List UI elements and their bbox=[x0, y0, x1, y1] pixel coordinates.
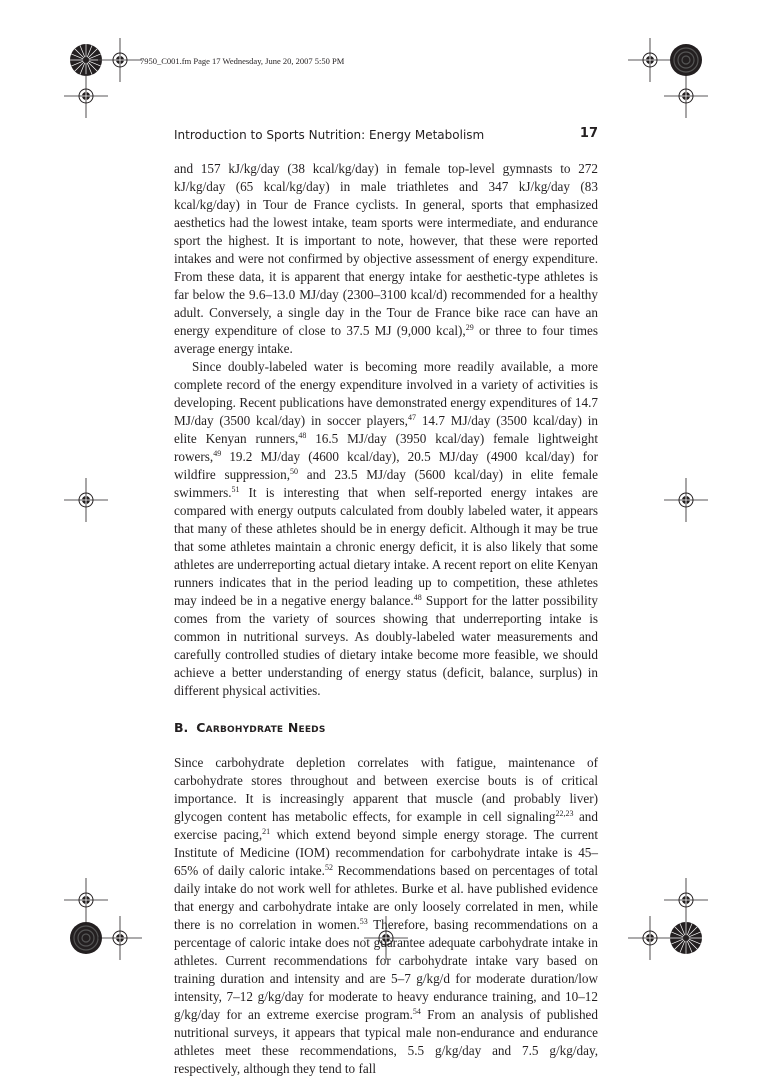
print-slug: 7950_C001.fm Page 17 Wednesday, June 20, 2007 5:50 PM bbox=[140, 56, 345, 66]
citation-ref: 22,23 bbox=[555, 809, 574, 818]
section-letter: B. bbox=[174, 720, 189, 735]
running-head: Introduction to Sports Nutrition: Energy Metabolism bbox=[174, 128, 485, 142]
citation-ref: 54 bbox=[412, 1007, 421, 1016]
citation-ref: 47 bbox=[407, 413, 416, 422]
paragraph-energy-intake: and 157 kJ/kg/day (38 kcal/kg/day) in female top-level gymnasts to 272 kJ/kg/day (65 kcal/kg/day) in male triathletes and 347 kJ/kg/day (83 kcal/kg/day) in Tour de France cyclists. In general, sports that emphasized aesthetics had the lowest intake, team sports were intermediate, and endurance sport the highest. It is important to note, however, that these were reported intakes and were not confirmed by objective assessment of energy expenditure. From these data, it is apparent that energy intake for aesthetic-type athletes is far below the 9.6–13.0 MJ/day (2300–3100 kcal/d) recommended for a healthy adult. Conversely, a single day in the Tour de France bike race can have an energy expenditure of close to 37.5 MJ (9,000 kcal),$^{29}$ or three to four times average energy intake. bbox=[174, 161, 599, 356]
section-heading bbox=[174, 719, 598, 737]
section-title: Carbohydrate Needs bbox=[196, 720, 326, 735]
body-text bbox=[174, 160, 598, 1078]
citation-ref: 51 bbox=[231, 485, 240, 494]
registration-crosshair-icon bbox=[96, 914, 144, 962]
citation-ref: 53 bbox=[359, 917, 368, 926]
citation-ref: 52 bbox=[324, 863, 333, 872]
citation-ref: 48 bbox=[298, 431, 307, 440]
citation-ref: 29 bbox=[465, 323, 474, 332]
paragraph-carbohydrate-needs: Since carbohydrate depletion correlates with fatigue, maintenance of carbohydrate stores throughout and between exercise bouts is of critical importance. It is increasingly apparent that muscle (and probably liver) glycogen content has metabolic effects, for example in cell signaling$^{22,23}$ and exercise pacing,$^{21}$ which extend beyond simple energy storage. The current Institute of Medicine (IOM) recommendation for carbohydrate intake is 45–65% of daily caloric intake.$^{52}$ Recommendations based on percentages of total daily intake do not work well for athletes. Burke et al. have published evidence that energy and carbohydrate intake are only loosely correlated in men, while there is no correlation in women.$^{53}$ Therefore, basing recommendations on a percentage of caloric intake does not guarantee adequate carbohydrate intake in athletes. Current recommendations for carbohydrate intake vary based on training duration and intensity and are 5–7 g/kg/d for moderate duration/low intensity, 7–12 g/kg/day for moderate to heavy endurance training, and 10–12 g/kg/day for an extreme exercise program.$^{54}$ From an analysis of published nutritional surveys, it appears that typical male non-endurance and endurance athletes meet these recommendations, 5.5 g/kg/day and 7.5 g/kg/day, respectively, although they tend to fall bbox=[174, 755, 599, 1076]
paragraph-doubly-labeled-water: Since doubly-labeled water is becoming more readily available, a more complete record of the energy expenditure involved in a variety of activities is developing. Recent publications have demonstrated energy expenditures of 14.7 MJ/day (3500 kcal/day) in soccer players,$^{47}$ 14.7 MJ/day (3500 kcal/day) in elite Kenyan runners,$^{48}$ 16.5 MJ/day (3950 kcal/day) female lightweight rowers,$^{49}$ 19.2 MJ/day (4600 kcal/day), 20.5 MJ/day (4900 kcal/day) for wildfire suppression,$^{50}$ and 23.5 MJ/day (5600 kcal/day) in elite female swimmers.$^{51}$ It is interesting that when self-reported energy intakes are compared with energy outputs calculated from doubly labeled water, it appears that many of these athletes should be in energy deficit. Although it may be true that some athletes maintain a chronic energy deficit, it is also likely that some athletes are underreporting actual dietary intake. A recent report on elite Kenyan runners indicates that in the period leading up to competition, these athletes may indeed be in a negative energy balance.$^{48}$ Support for the latter possibility comes from the variety of sources showing that underreporting intake is common in nutritional surveys. As doubly-labeled water measurements and carefully controlled studies of dietary intake become more feasible, we should achieve a better understanding of energy status (deficit, balance, surplus) in different physical activities. bbox=[174, 359, 598, 698]
citation-ref: 50 bbox=[290, 467, 299, 476]
citation-ref: 21 bbox=[262, 827, 271, 836]
citation-ref: 49 bbox=[213, 449, 222, 458]
citation-ref: 48 bbox=[413, 593, 422, 602]
registration-crosshair-icon bbox=[62, 72, 110, 120]
page-number: 17 bbox=[579, 126, 598, 141]
registration-starburst-icon bbox=[666, 918, 706, 958]
registration-crosshair-icon bbox=[662, 72, 710, 120]
registration-crosshair-icon bbox=[662, 476, 710, 524]
registration-crosshair-icon bbox=[62, 476, 110, 524]
